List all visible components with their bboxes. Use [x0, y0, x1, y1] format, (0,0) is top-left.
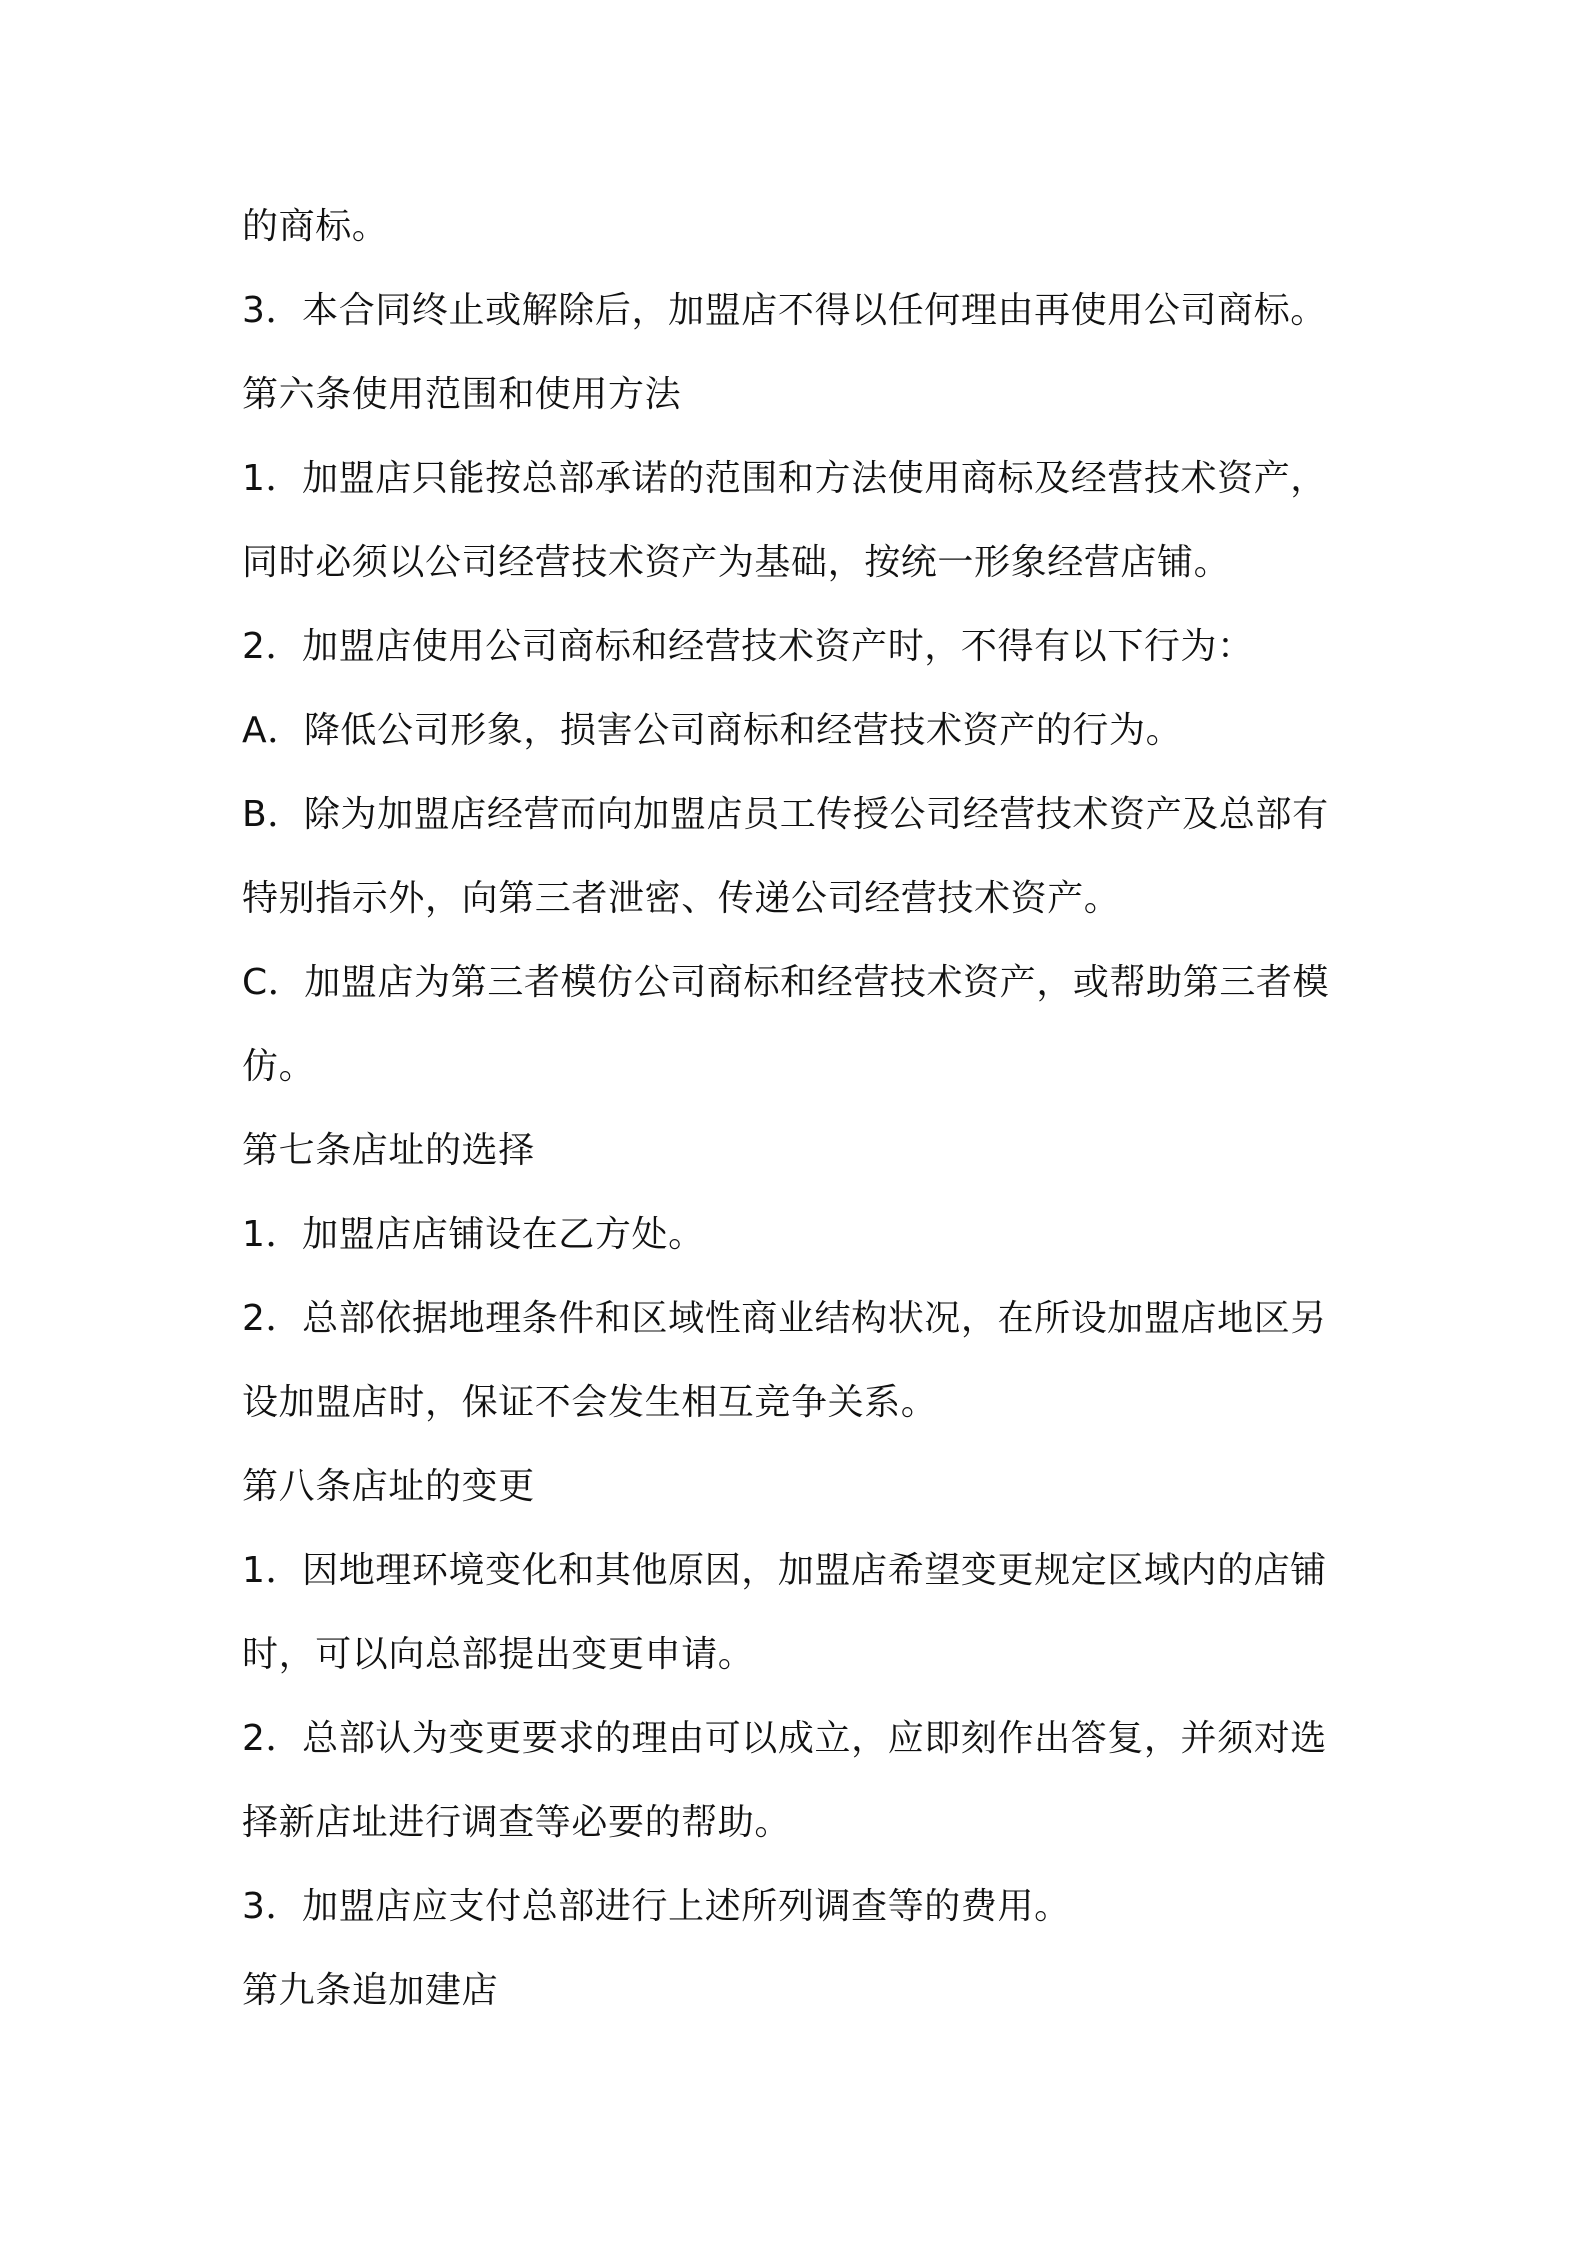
text-line: C．加盟店为第三者模仿公司商标和经营技术资产，或帮助第三者模: [242, 962, 1330, 1003]
text-line: 1．加盟店店铺设在乙方处。: [242, 1214, 705, 1255]
text-line: 2．加盟店使用公司商标和经营技术资产时，不得有以下行为：: [242, 626, 1254, 667]
text-line: 择新店址进行调查等必要的帮助。: [242, 1802, 792, 1843]
text-line: 2．总部认为变更要求的理由可以成立，应即刻作出答复，并须对选: [242, 1718, 1327, 1759]
text-line: 3．加盟店应支付总部进行上述所列调查等的费用。: [242, 1886, 1071, 1927]
text-line: B．除为加盟店经营而向加盟店员工传授公司经营技术资产及总部有: [242, 794, 1329, 835]
text-line: A．降低公司形象，损害公司商标和经营技术资产的行为。: [242, 710, 1183, 751]
text-line: 1．因地理环境变化和其他原因，加盟店希望变更规定区域内的店铺: [242, 1550, 1327, 1591]
text-line: 的商标。: [242, 206, 389, 247]
text-line: 1．加盟店只能按总部承诺的范围和方法使用商标及经营技术资产，: [242, 458, 1327, 499]
text-line: 设加盟店时，保证不会发生相互竞争关系。: [242, 1382, 938, 1423]
section-heading: 第七条店址的选择: [242, 1130, 535, 1171]
section-heading: 第六条使用范围和使用方法: [242, 374, 682, 415]
section-heading: 第九条追加建店: [242, 1970, 499, 2011]
text-line: 同时必须以公司经营技术资产为基础，按统一形象经营店铺。: [242, 542, 1231, 583]
section-heading: 第八条店址的变更: [242, 1466, 535, 1507]
text-line: 3．本合同终止或解除后，加盟店不得以任何理由再使用公司商标。: [242, 290, 1327, 331]
text-line: 时，可以向总部提出变更申请。: [242, 1634, 755, 1675]
text-line: 仿。: [242, 1046, 316, 1087]
text-line: 特别指示外，向第三者泄密、传递公司经营技术资产。: [242, 878, 1121, 919]
text-line: 2．总部依据地理条件和区域性商业结构状况，在所设加盟店地区另: [242, 1298, 1327, 1339]
